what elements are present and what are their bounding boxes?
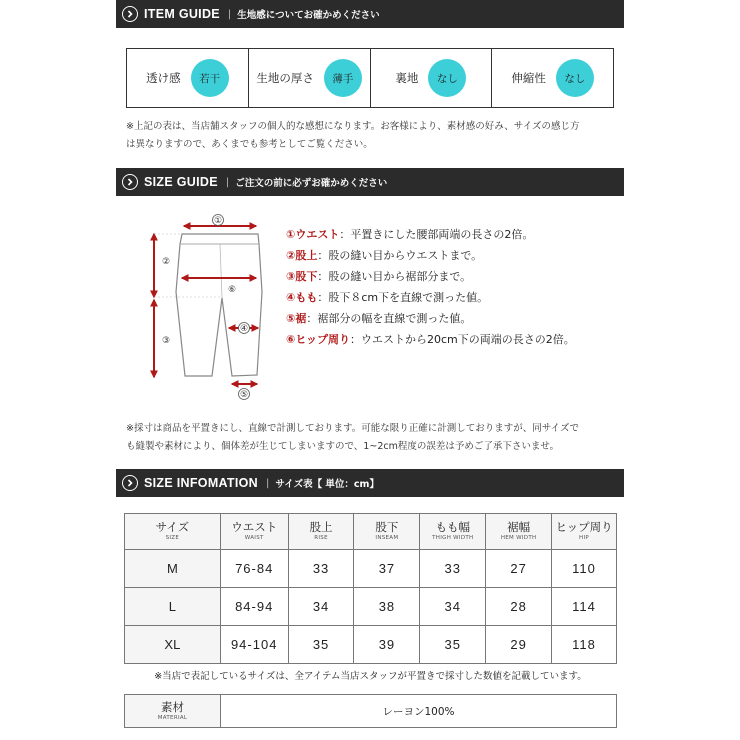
note-line: ※採寸は商品を平置きにし、直線で計測しております。可能な限り正確に計測しておりますが、同サイズで [126,423,579,434]
item-desc: ：股の縫い目からウエストまで。 [317,249,483,262]
chevron-right-icon [122,174,138,190]
item-guide-subtitle: 生地感についてお確かめください [237,10,380,21]
header-waist: ウエスト WAIST [220,514,288,550]
note-line: ※上記の表は、当店舗スタッフの個人的な感想になります。お客様により、素材感の好み、サイズの感じ方 [126,121,580,132]
item-key: 股下 [295,270,318,283]
measurement-item [286,308,575,329]
header-size: サイズ SIZE [125,514,221,550]
table-cell: 118 [552,626,617,664]
table-cell: 34 [420,588,486,626]
guide-badge: 薄手 [324,59,362,97]
header-rise: 股上 RISE [288,514,354,550]
table-cell: 76-84 [220,550,288,588]
size-table-note: ※当店で表記しているサイズは、全アイテム当店スタッフが平置きで採寸した数値を記載しています。 [154,671,587,682]
guide-label: 伸縮性 [511,71,546,85]
table-cell: XL [125,626,221,664]
item-number: ④ [286,291,296,304]
guide-cell-transparency [127,49,249,107]
table-cell: 35 [420,626,486,664]
label-6: ⑥ [227,285,237,295]
size-guide-note [126,420,626,456]
table-cell: 34 [288,588,354,626]
item-desc: ：股下８cm下を直線で測った値。 [317,291,489,304]
table-cell: 114 [552,588,617,626]
measurement-item [286,266,575,287]
table-row [125,588,617,626]
item-number: ③ [286,270,296,283]
table-row [125,550,617,588]
item-number: ② [286,249,296,262]
size-guide-header [116,168,624,196]
table-cell: 94-104 [220,626,288,664]
item-desc: ：平置きにした腰部両端の長さの2倍。 [339,228,534,241]
item-number: ① [286,228,296,241]
guide-label: 生地の厚さ [256,71,314,85]
table-row [125,626,617,664]
table-cell: 29 [486,626,552,664]
material-label-cell [125,695,221,727]
pants-outline [176,234,262,376]
material-label: 素材 [161,699,184,714]
table-cell: 84-94 [220,588,288,626]
measurement-item [286,329,575,350]
material-value: レーヨン100% [382,705,455,718]
label-5: ⑤ [239,390,249,400]
table-cell: 37 [354,550,420,588]
guide-badge: なし [428,59,466,97]
pants-diagram [140,212,280,402]
chevron-right-icon [122,475,138,491]
item-guide-table [126,48,614,108]
header-hem: 裾幅 HEM WIDTH [486,514,552,550]
measurement-item [286,245,575,266]
label-2: ② [161,257,171,267]
header-hip: ヒップ周り HIP [552,514,617,550]
material-row [124,694,617,728]
item-key: ヒップ周り [295,333,350,346]
measurement-item [286,224,575,245]
guide-cell-lining [371,49,493,107]
table-cell: 27 [486,550,552,588]
item-key: もも [295,291,318,304]
header-divider: | [266,477,270,489]
item-desc: ：ウエストから20cm下の両端の長さの2倍。 [350,333,575,346]
guide-label: 裏地 [395,71,419,85]
measurement-list [286,224,575,350]
header-divider: | [227,8,232,20]
item-guide-header [116,0,624,28]
item-guide-note [126,118,626,154]
header-divider: | [225,176,230,188]
table-cell: 110 [552,550,617,588]
label-3: ③ [161,336,171,346]
size-guide-subtitle: ご注文の前に必ずお確かめください [235,178,388,189]
item-key: 股上 [295,249,318,262]
note-line: は異なりますので、あくまでも参考としてご覧ください。 [126,139,373,150]
guide-cell-stretch [492,49,613,107]
item-guide-title: ITEM GUIDE [144,7,220,21]
table-cell: 33 [420,550,486,588]
guide-badge: なし [556,59,594,97]
table-cell: M [125,550,221,588]
item-key: 裾 [295,312,307,325]
item-number: ⑥ [286,333,296,346]
size-info-title: SIZE INFOMATION [144,476,258,490]
table-header-row [125,514,617,550]
item-desc: ：裾部分の幅を直線で測った値。 [306,312,472,325]
label-4: ④ [239,324,249,334]
measurement-item [286,287,575,308]
material-label-sub: MATERIAL [157,714,188,721]
table-cell: 38 [354,588,420,626]
table-cell: L [125,588,221,626]
guide-badge: 若干 [191,59,229,97]
guide-label: 透け感 [146,71,181,85]
chevron-right-icon [122,6,138,22]
size-info-header [116,469,624,497]
guide-cell-thickness [249,49,371,107]
size-info-subtitle: サイズ表【 単位：cm】 [275,479,379,490]
label-1: ① [213,216,223,226]
table-cell: 39 [354,626,420,664]
size-guide-title: SIZE GUIDE [144,175,218,189]
item-number: ⑤ [286,312,296,325]
item-desc: ：股の縫い目から裾部分まで。 [317,270,472,283]
header-thigh: もも幅 THIGH WIDTH [420,514,486,550]
size-table [124,513,617,664]
table-cell: 28 [486,588,552,626]
table-cell: 35 [288,626,354,664]
note-line: も縫製や素材により、個体差が生じてしまいますので、1~2cm程度の誤差は予めご了承下さいませ。 [126,441,560,452]
header-inseam: 股下 INSEAM [354,514,420,550]
table-cell: 33 [288,550,354,588]
item-key: ウエスト [295,228,340,241]
